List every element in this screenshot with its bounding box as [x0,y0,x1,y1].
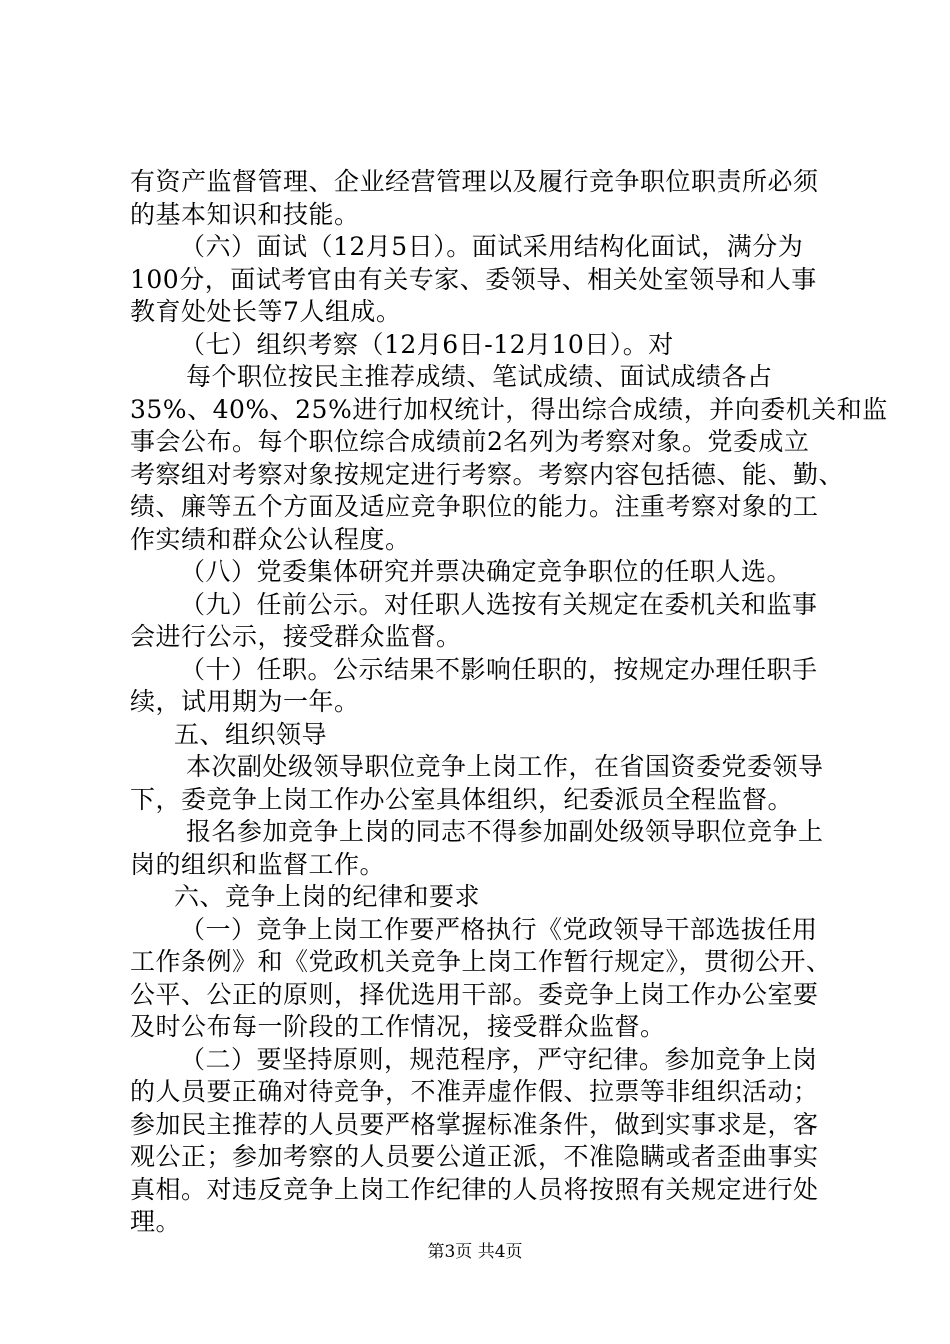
document-body [130,166,888,1239]
text-line: 每个职位按民主推荐成绩、笔试成绩、面试成绩各占 [186,362,773,391]
text-line: 的基本知识和技能。 [130,199,360,229]
text-line: 理。 [130,1207,182,1236]
text-line: 绩、廉等五个方面及适应竞争职位的能力。注重考察对象的工 [130,492,819,521]
section-heading: 六、竞争上岗的纪律和要求 [174,882,481,911]
text-line: 下，委竞争上岗工作办公室具体组织，纪委派员全程监督。 [130,784,794,814]
text-line: （八）党委集体研究并票决确定竞争职位的任职人选。 [180,557,793,586]
text-line: 有资产监督管理、企业经营管理以及履行竞争职位职责所必须 [130,167,819,196]
text-line: （七）组织考察（12月6日-12月10日）。对 [180,329,674,359]
page-number: 第3页 共4页 [427,1242,523,1262]
text-line: 续，试用期为一年。 [130,687,360,716]
text-line: 事会公布。每个职位综合成绩前2名列为考察对象。党委成立 [130,427,810,456]
text-line: 100分，面试考官由有关专家、委领导、相关处室领导和人事 [130,264,817,294]
text-line: 观公正；参加考察的人员要公道正派，不准隐瞒或者歪曲事实 [130,1142,819,1171]
text-line: 的人员要正确对待竞争，不准弄虚作假、拉票等非组织活动； [130,1077,819,1106]
text-line: 真相。对违反竞争上岗工作纪律的人员将按照有关规定进行处 [130,1174,819,1204]
text-line: （一）竞争上岗工作要严格执行《党政领导干部选拔任用 [180,914,818,944]
text-line: （六）面试（12月5日）。面试采用结构化面试，满分为 [180,232,804,261]
text-line: （二）要坚持原则，规范程序，严守纪律。参加竞争上岗 [180,1044,818,1074]
text-line: （十）任职。公示结果不影响任职的，按规定办理任职手 [180,654,818,684]
text-line: 作实绩和群众公认程度。 [130,524,411,554]
text-line: （九）任前公示。对任职人选按有关规定在委机关和监事 [180,589,818,619]
text-line: 教育处处长等7人组成。 [130,297,402,326]
text-line: 35%、40%、25%进行加权统计，得出综合成绩，并向委机关和监 [130,394,888,424]
text-line: 公平、公正的原则，择优选用干部。委竞争上岗工作办公室要 [130,979,819,1009]
section-heading: 五、组织领导 [174,719,328,749]
text-line: 报名参加竞争上岗的同志不得参加副处级领导职位竞争上 [186,817,824,846]
text-line: 参加民主推荐的人员要严格掌握标准条件，做到实事求是，客 [130,1109,819,1139]
text-line: 考察组对考察对象按规定进行考察。考察内容包括德、能、勤、 [130,459,845,489]
text-line: 会进行公示，接受群众监督。 [130,622,462,651]
text-line: 及时公布每一阶段的工作情况，接受群众监督。 [130,1012,666,1041]
text-line: 岗的组织和监督工作。 [130,849,386,879]
text-line: 工作条例》和《党政机关竞争上岗工作暂行规定》，贯彻公开、 [130,947,832,976]
text-line: 本次副处级领导职位竞争上岗工作，在省国资委党委领导 [186,752,824,781]
